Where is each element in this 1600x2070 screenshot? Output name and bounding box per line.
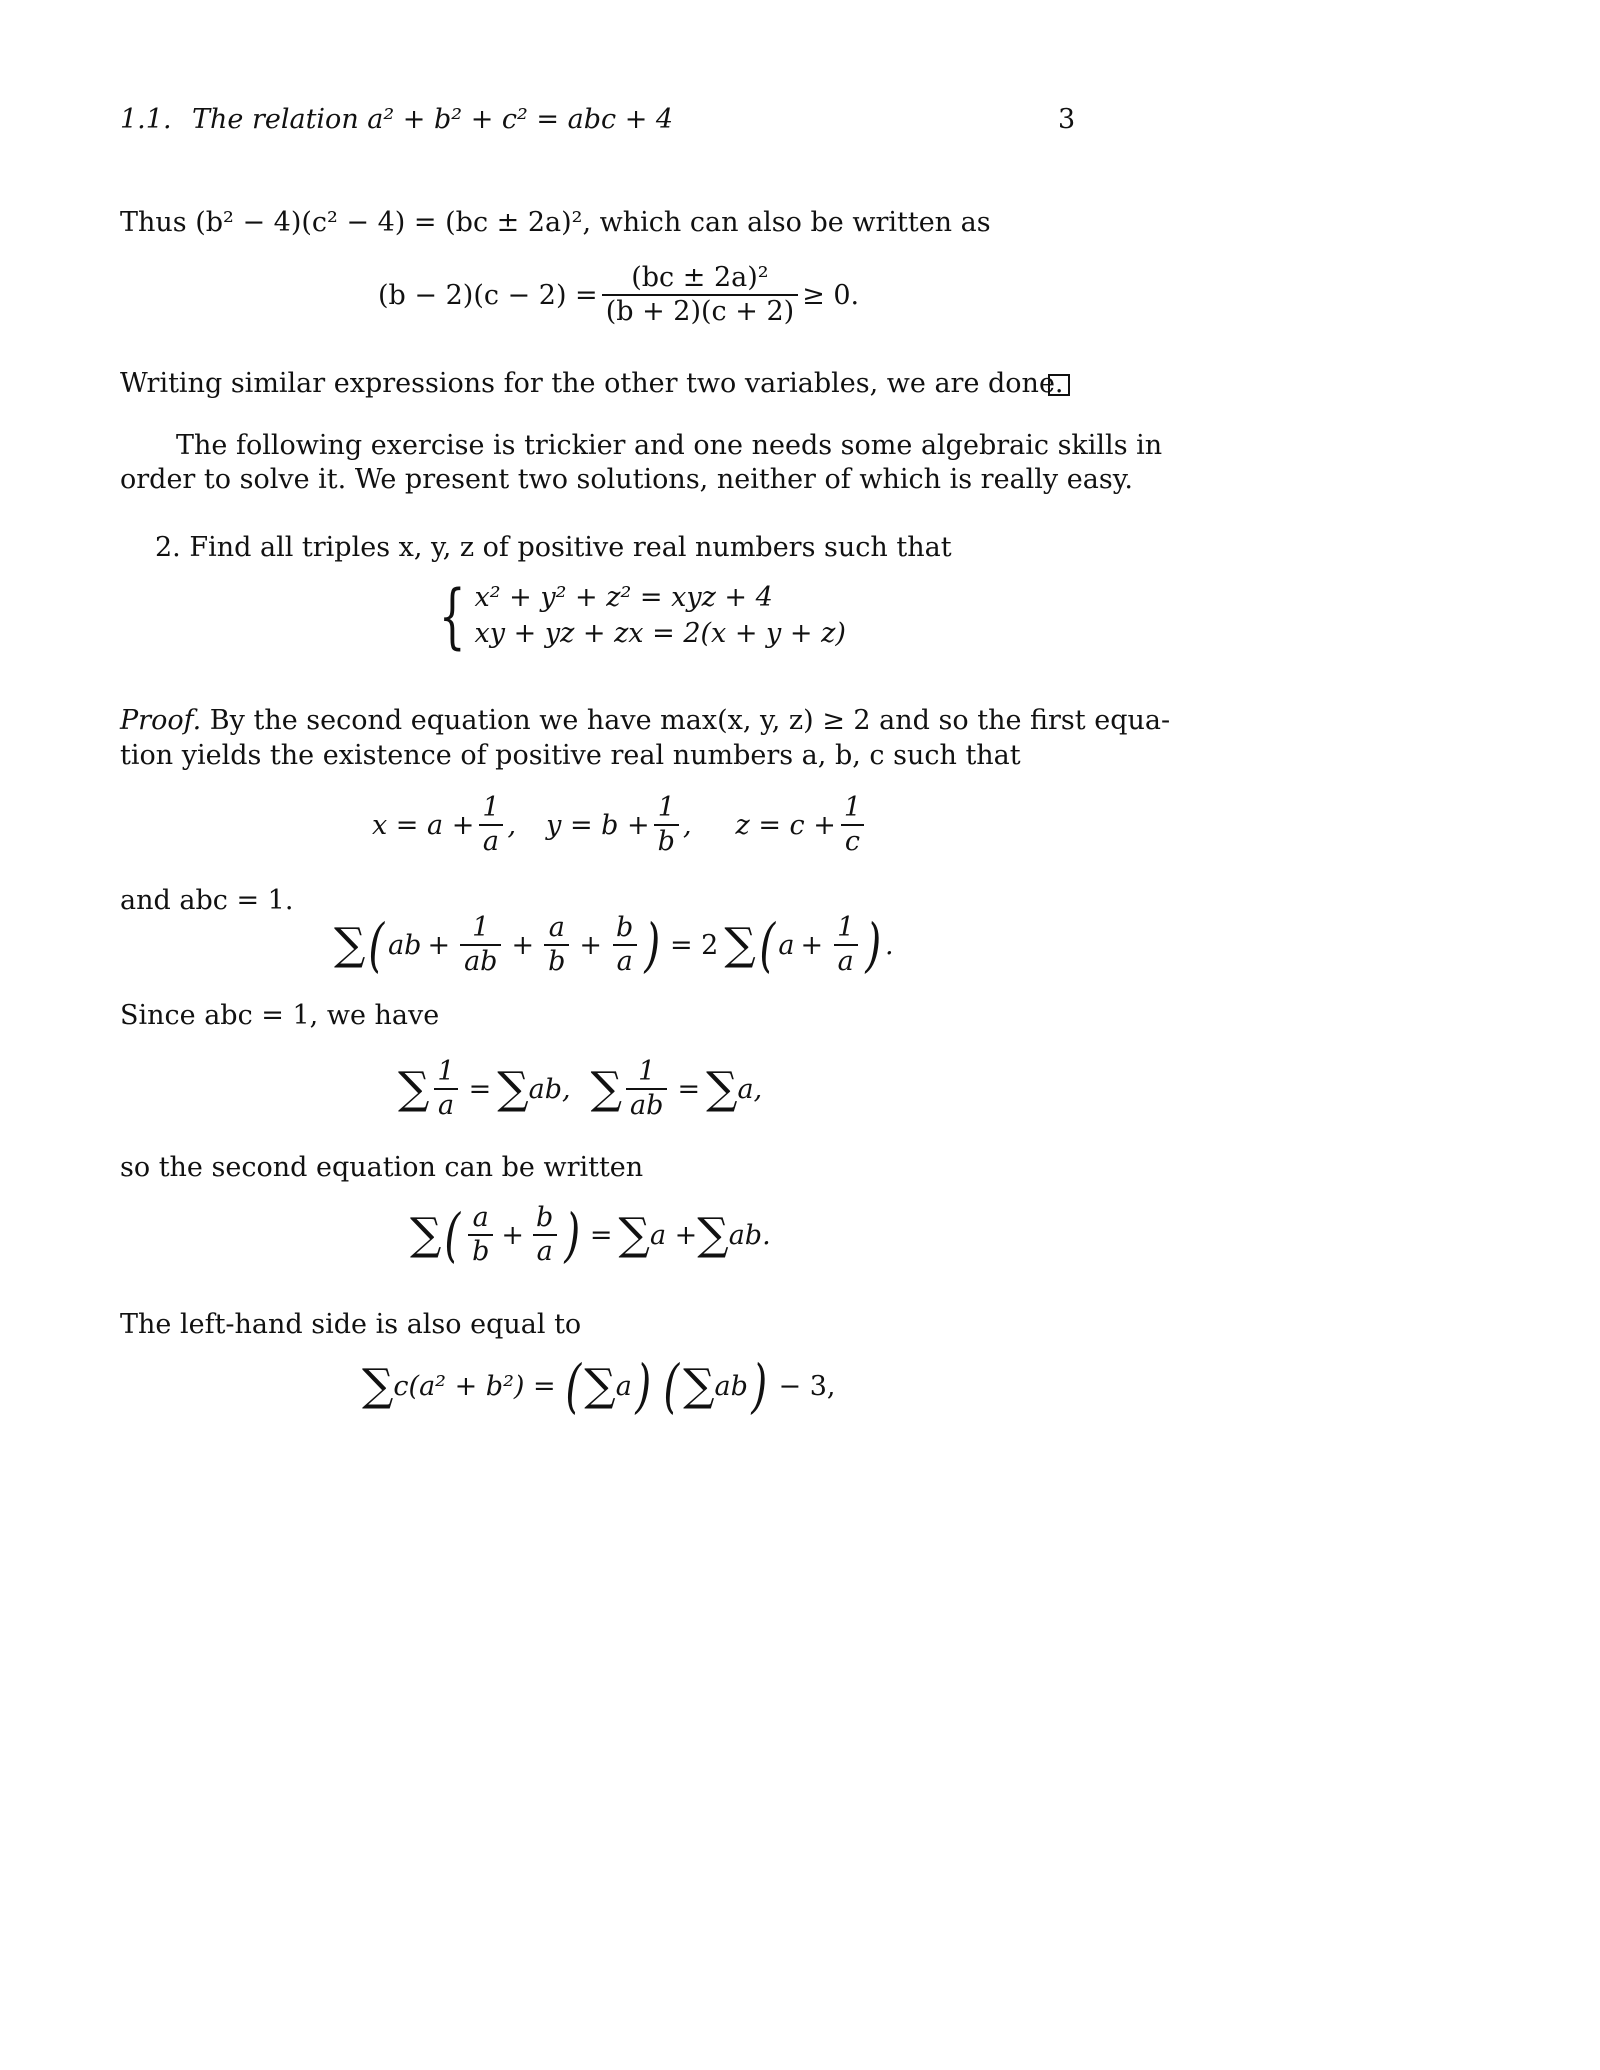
frac1-num: 1: [472, 912, 490, 943]
proof-line2: tion yields the existence of positive real numbers a, b, c such that: [120, 740, 1021, 771]
x-frac-num: 1: [482, 792, 500, 823]
right-paren-2: ): [865, 911, 882, 979]
eq1-fraction: [602, 262, 798, 328]
equation-final: [362, 1352, 836, 1420]
rel-eq-2: =: [677, 1073, 701, 1105]
z-def: z = c +: [735, 809, 836, 841]
right-paren-3: ): [564, 1201, 581, 1269]
problem-statement: 2. Find all triples x, y, z of positive real numbers such that: [155, 532, 952, 563]
sigma-12: ∑: [683, 1360, 715, 1411]
system-eq-a: x² + y² + z² = xyz + 4: [474, 582, 773, 613]
frac3-den: a: [613, 944, 637, 978]
x-frac-den: a: [479, 824, 503, 858]
left-brace: {: [438, 575, 466, 657]
qed-square-icon: [1048, 374, 1070, 396]
plus-3: +: [579, 929, 603, 961]
plus-2: +: [511, 929, 535, 961]
equation-1: [378, 262, 859, 328]
final-ab: ab: [714, 1370, 748, 1402]
frac4-num: 1: [837, 912, 855, 943]
sigma-10: ∑: [362, 1360, 394, 1411]
rel-frac2-num: 1: [638, 1056, 656, 1087]
eq-two: = 2: [669, 929, 719, 961]
sigma-1: ∑: [334, 919, 366, 970]
rel-frac2-den: ab: [626, 1088, 667, 1122]
z-frac-num: 1: [843, 792, 862, 823]
left-paren-1: (: [368, 911, 385, 979]
final-a: a: [615, 1370, 632, 1402]
comma-1: ,: [507, 809, 517, 841]
proof-text-1: By the second equation we have max(x, y, z) ≥ 2 and so the first equa-: [209, 705, 1171, 736]
period: .: [884, 929, 894, 961]
proof-line1: [120, 703, 1170, 739]
term-a: a: [778, 929, 795, 961]
sec-rhs2: ab.: [728, 1219, 771, 1251]
right-paren-5: ): [751, 1352, 768, 1420]
equation-relations: [398, 1056, 762, 1122]
so-second-text: so the second equation can be written: [120, 1152, 644, 1183]
sigma-6: ∑: [706, 1063, 738, 1114]
final-term: c(a² + b²) =: [393, 1370, 556, 1402]
sigma-2: ∑: [724, 919, 756, 970]
rel-frac1-num: 1: [437, 1056, 455, 1087]
y-frac-den: b: [654, 824, 679, 858]
frac3-num: b: [616, 912, 634, 943]
final-minus: − 3,: [778, 1370, 836, 1402]
right-paren-4: ): [635, 1352, 652, 1420]
left-paren-4: (: [565, 1352, 581, 1420]
plus-4: +: [800, 929, 824, 961]
system-of-equations: [430, 575, 846, 657]
sec-frac2-num: b: [535, 1202, 554, 1233]
sec-frac2-den: a: [533, 1234, 557, 1268]
rel-ab: ab,: [528, 1073, 571, 1105]
paragraph-thus: Thus (b² − 4)(c² − 4) = (bc ± 2a)², which can also be written as: [120, 207, 991, 238]
y-def: y = b +: [546, 809, 650, 841]
sec-rhs1: a +: [649, 1219, 698, 1251]
proof-label: Proof.: [120, 705, 202, 736]
system-eq-b: xy + yz + zx = 2(x + y + z): [474, 618, 846, 649]
sigma-11: ∑: [584, 1360, 616, 1411]
frac4-den: a: [834, 944, 858, 978]
paragraph-similar: Writing similar expressions for the other two variables, we are done.: [120, 368, 1064, 399]
left-paren-5: (: [663, 1352, 680, 1420]
plus-1: +: [427, 929, 451, 961]
y-frac-num: 1: [657, 792, 675, 823]
sec-plus: +: [501, 1219, 524, 1251]
eq1-denominator: (b + 2)(c + 2): [602, 294, 798, 328]
rel-frac1-den: a: [434, 1088, 458, 1122]
running-header-section: 1.1.: [120, 104, 172, 135]
sigma-3: ∑: [398, 1063, 430, 1114]
frac2-den: b: [544, 944, 569, 978]
rel-eq-1: =: [468, 1073, 492, 1105]
right-paren-1: ): [644, 911, 661, 979]
equation-substitution: [372, 792, 869, 858]
term-ab: ab: [388, 929, 422, 961]
eq1-lhs: (b − 2)(c − 2) =: [378, 279, 598, 311]
eq1-numerator: (bc ± 2a)²: [631, 262, 769, 293]
paragraph-following-line1: The following exercise is trickier and one needs some algebraic skills in: [176, 430, 1163, 461]
rel-a: a,: [737, 1073, 763, 1105]
and-abc-text: and abc = 1.: [120, 885, 294, 916]
sec-frac1-num: a: [472, 1202, 489, 1233]
frac2-num: a: [548, 912, 565, 943]
sec-frac1-den: b: [468, 1234, 493, 1268]
sigma-5: ∑: [590, 1063, 623, 1114]
z-frac-den: c: [841, 824, 864, 858]
sigma-9: ∑: [697, 1209, 729, 1260]
sigma-7: ∑: [410, 1209, 442, 1260]
eq1-rhs: ≥ 0.: [802, 279, 860, 311]
equation-sum: [334, 912, 894, 978]
equation-second-rewritten: [410, 1202, 771, 1268]
lhs-equal-text: The left-hand side is also equal to: [120, 1309, 582, 1340]
frac1-den: ab: [460, 944, 501, 978]
page-number: 3: [1058, 104, 1076, 135]
since-text: Since abc = 1, we have: [120, 1000, 440, 1031]
left-paren-3: (: [444, 1201, 461, 1269]
sigma-8: ∑: [618, 1209, 650, 1260]
sec-eq: =: [589, 1219, 613, 1251]
paragraph-following-line2: order to solve it. We present two solutions, neither of which is really easy.: [120, 464, 1133, 495]
x-def: x = a +: [372, 809, 475, 841]
sigma-4: ∑: [497, 1063, 529, 1114]
running-header-title: The relation a² + b² + c² = abc + 4: [192, 104, 674, 135]
comma-2: ,: [682, 809, 692, 841]
left-paren-2: (: [759, 911, 776, 979]
